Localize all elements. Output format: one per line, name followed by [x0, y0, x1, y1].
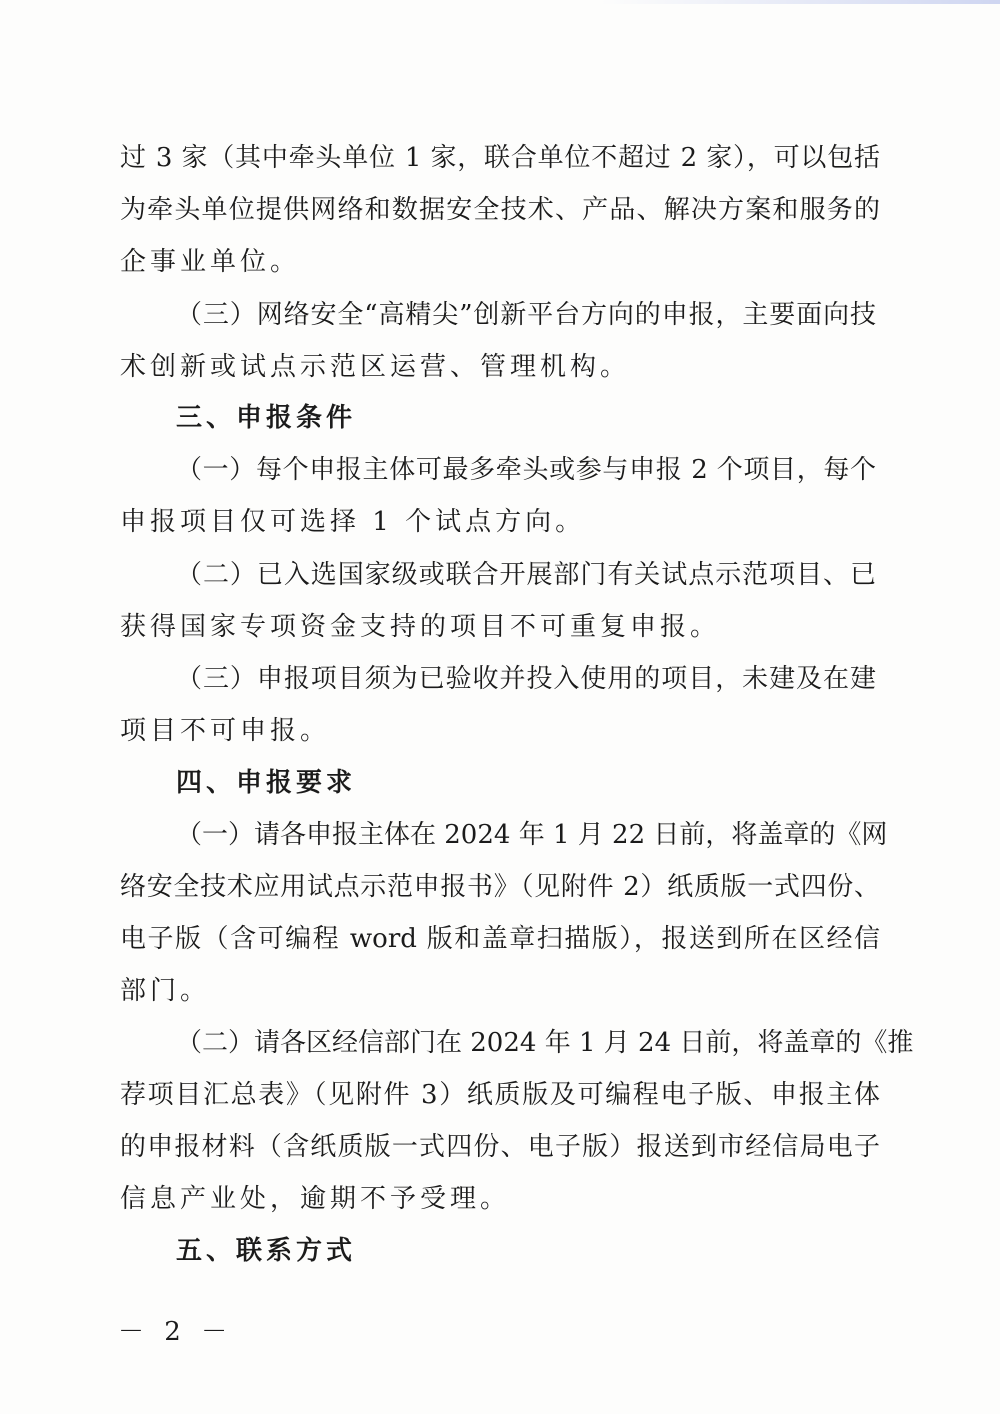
paragraph-line: 项目不可申报。: [120, 716, 331, 746]
page-number: － 2 －: [118, 1317, 234, 1347]
section-heading: 三、申报条件: [176, 403, 357, 433]
paragraph-line: 为牵头单位提供网络和数据安全技术、产品、解决方案和服务的: [120, 195, 880, 225]
paragraph-line: （三）申报项目须为已验收并投入使用的项目，未建及在建: [176, 664, 876, 694]
paragraph-line: 术创新或试点示范区运营、管理机构。: [120, 352, 631, 382]
paragraph-line: 部门。: [120, 976, 211, 1006]
section-heading: 四、申报要求: [176, 768, 357, 798]
paragraph-line: （一）每个申报主体可最多牵头或参与申报 2 个项目，每个: [176, 455, 876, 485]
paragraph-line: 企事业单位。: [120, 247, 301, 277]
paragraph-line: 络安全技术应用试点示范申报书》（见附件 2）纸质版一式四份、: [120, 872, 880, 902]
paragraph-line: 荐项目汇总表》（见附件 3）纸质版及可编程电子版、申报主体: [120, 1080, 880, 1110]
paragraph-line: 信息产业处，逾期不予受理。: [120, 1184, 511, 1214]
paragraph-line: 申报项目仅可选择 1 个试点方向。: [120, 507, 586, 537]
paragraph-line: 获得国家专项资金支持的项目不可重复申报。: [120, 612, 721, 642]
scan-edge-mark: [600, 0, 1000, 4]
section-heading: 五、联系方式: [176, 1236, 357, 1266]
paragraph-line: （三）网络安全“高精尖”创新平台方向的申报，主要面向技: [176, 300, 876, 330]
paragraph-line: （二）已入选国家级或联合开展部门有关试点示范项目、已: [176, 560, 876, 590]
paragraph-line: 的申报材料（含纸质版一式四份、电子版）报送到市经信局电子: [120, 1132, 880, 1162]
paragraph-line: 电子版（含可编程 word 版和盖章扫描版），报送到所在区经信: [120, 924, 880, 954]
paragraph-line: 过 3 家（其中牵头单位 1 家，联合单位不超过 2 家），可以包括: [120, 143, 880, 173]
paragraph-line: （二）请各区经信部门在 2024 年 1 月 24 日前，将盖章的《推: [176, 1028, 914, 1058]
paragraph-line: （一）请各申报主体在 2024 年 1 月 22 日前，将盖章的《网: [176, 820, 888, 850]
